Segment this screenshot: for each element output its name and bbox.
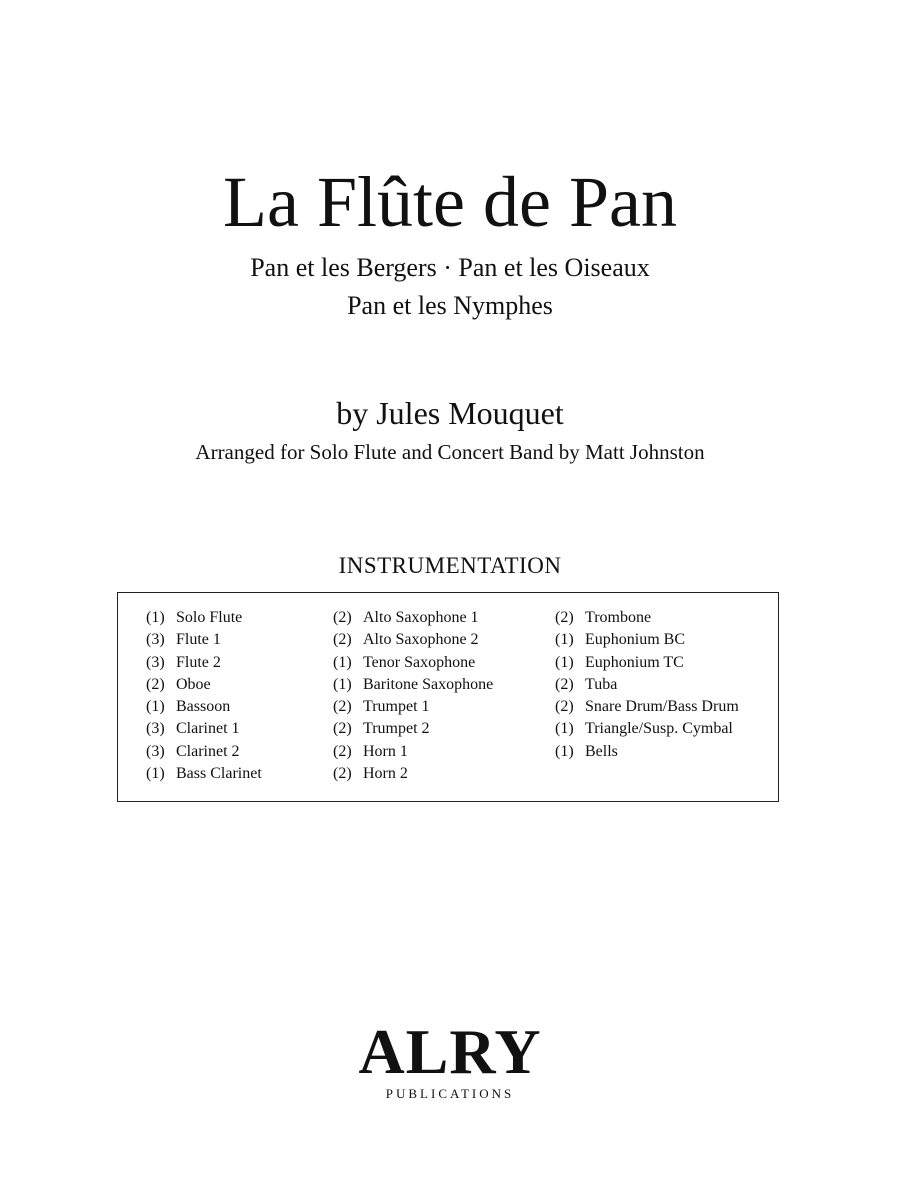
instrument-name: Clarinet 2 (176, 742, 240, 760)
arranger-credit: Arranged for Solo Flute and Concert Band by Matt Johnston (195, 440, 705, 464)
instrument-quantity: (2) (333, 609, 352, 626)
instrument-quantity: (3) (146, 631, 165, 649)
instrumentation-column-2 (333, 607, 493, 785)
instrument-quantity: (2) (333, 720, 352, 738)
instrument-name: Baritone Saxophone (363, 675, 494, 693)
instrument-row (146, 674, 262, 696)
instrument-row (555, 629, 739, 651)
instrument-quantity: (3) (146, 720, 165, 738)
instrument-row (146, 741, 262, 763)
instrument-name: Tenor Saxophone (363, 653, 476, 671)
instrumentation-box (117, 592, 779, 802)
instrument-name: Flute 1 (176, 631, 221, 649)
instrument-quantity: (2) (555, 675, 574, 693)
instrument-name: Euphonium BC (585, 631, 686, 649)
instrument-quantity: (2) (555, 609, 574, 626)
instrument-row (555, 607, 739, 629)
instrument-row (333, 741, 493, 763)
instrument-name: Bassoon (176, 698, 231, 716)
page-title: La Flûte de Pan (223, 162, 677, 242)
publisher-logo-subtitle: PUBLICATIONS (385, 1086, 515, 1101)
instrument-quantity: (1) (555, 742, 574, 760)
subtitle-movements-line-1: Pan et les Bergers · Pan et les Oiseaux (250, 253, 650, 282)
instrument-quantity: (2) (146, 675, 165, 693)
instrument-quantity: (1) (555, 631, 574, 649)
instrument-name: Trumpet 1 (363, 698, 430, 716)
instrumentation-column-3 (555, 607, 739, 763)
instrument-quantity: (1) (146, 698, 165, 716)
instrument-row (333, 629, 493, 651)
instrument-quantity: (1) (146, 765, 165, 783)
instrument-quantity: (2) (333, 742, 352, 760)
instrument-row (146, 652, 262, 674)
instrument-name: Bells (585, 742, 618, 760)
instrument-row (555, 718, 739, 740)
instrument-quantity: (1) (146, 609, 165, 626)
instrument-quantity: (1) (555, 653, 574, 671)
instrument-row (333, 696, 493, 718)
instrument-quantity: (3) (146, 653, 165, 671)
instrument-row (555, 674, 739, 696)
instrument-name: Horn 1 (363, 742, 408, 760)
instrument-name: Flute 2 (176, 653, 221, 671)
instrument-row (146, 696, 262, 718)
instrument-name: Solo Flute (176, 609, 243, 626)
subtitle-movements-line-2: Pan et les Nymphes (347, 291, 553, 320)
instrument-row (333, 763, 493, 785)
instrument-name: Trombone (585, 609, 652, 626)
instrument-name: Tuba (585, 675, 618, 693)
instrumentation-column-1 (146, 607, 262, 785)
instrument-name: Triangle/Susp. Cymbal (585, 720, 733, 738)
instrument-quantity: (2) (555, 698, 574, 716)
instrument-quantity: (2) (333, 631, 352, 649)
instrument-row (555, 741, 739, 763)
instrument-name: Clarinet 1 (176, 720, 240, 738)
instrument-quantity: (1) (555, 720, 574, 738)
instrumentation-heading: INSTRUMENTATION (338, 553, 562, 578)
publisher-logo (0, 1016, 900, 1102)
instrument-name: Bass Clarinet (176, 765, 262, 783)
publisher-logo-name: ALRY (358, 1016, 542, 1087)
instrument-name: Alto Saxophone 1 (363, 609, 479, 626)
instrument-row (333, 607, 493, 629)
instrument-quantity: (2) (333, 765, 352, 783)
composer-credit: by Jules Mouquet (336, 395, 564, 431)
instrument-name: Alto Saxophone 2 (363, 631, 479, 649)
instrument-row (555, 652, 739, 674)
instrument-name: Trumpet 2 (363, 720, 430, 738)
instrument-quantity: (1) (333, 675, 352, 693)
instrument-name: Snare Drum/Bass Drum (585, 698, 739, 716)
instrument-row (146, 718, 262, 740)
instrument-row (146, 607, 262, 629)
instrument-row (146, 629, 262, 651)
instrument-row (146, 763, 262, 785)
instrument-quantity: (3) (146, 742, 165, 760)
instrument-name: Oboe (176, 675, 211, 693)
instrument-row (333, 674, 493, 696)
instrument-quantity: (1) (333, 653, 352, 671)
instrument-row (555, 696, 739, 718)
instrument-row (333, 652, 493, 674)
instrument-name: Euphonium TC (585, 653, 684, 671)
instrument-row (333, 718, 493, 740)
instrument-name: Horn 2 (363, 765, 408, 783)
instrument-quantity: (2) (333, 698, 352, 716)
